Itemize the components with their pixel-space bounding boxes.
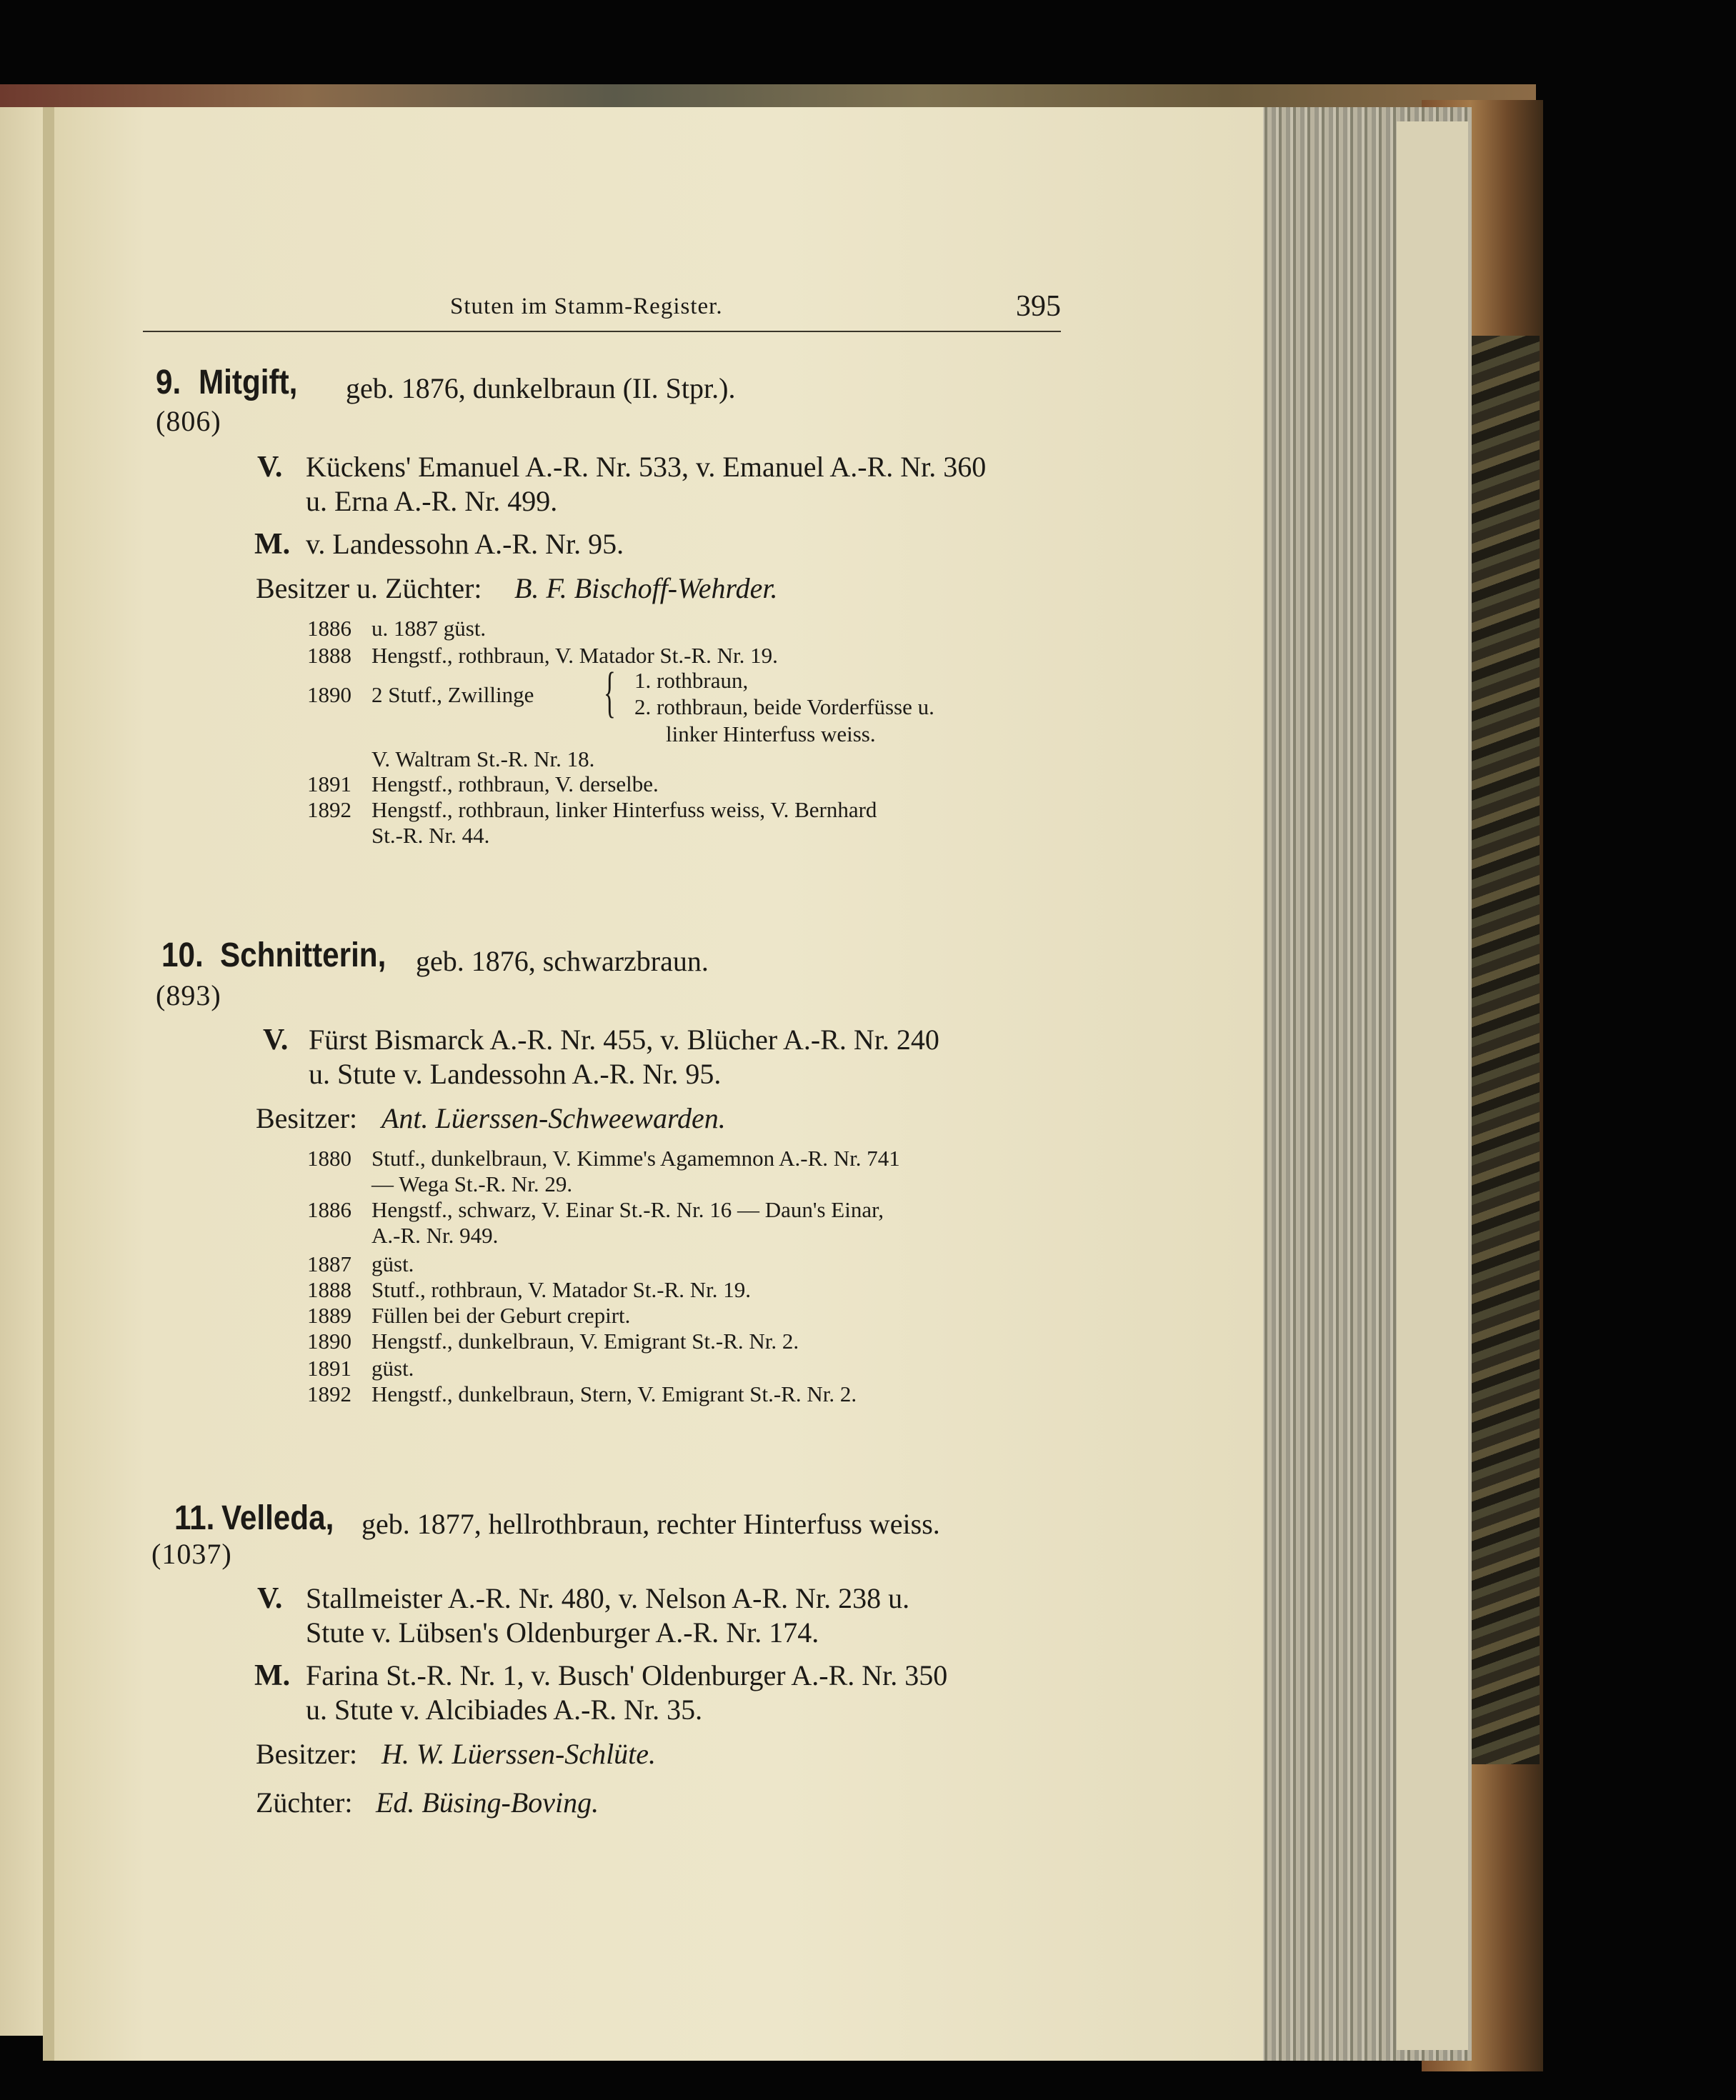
year-text: güst. bbox=[371, 1356, 414, 1381]
year: 1890 bbox=[307, 1329, 351, 1354]
brace-icon: { bbox=[604, 661, 616, 723]
twin-line: 1. rothbraun, bbox=[634, 668, 749, 693]
year: 1887 bbox=[307, 1251, 351, 1276]
dam-label: M. bbox=[254, 528, 291, 561]
year-text: St.-R. Nr. 44. bbox=[371, 823, 490, 848]
running-header bbox=[143, 289, 1061, 324]
entry-details: geb. 1876, schwarzbraun. bbox=[416, 945, 709, 977]
year-text: 2 Stutf., Zwillinge bbox=[371, 682, 534, 707]
year-text: u. 1887 güst. bbox=[371, 616, 487, 641]
breeder-label: Züchter: bbox=[256, 1786, 353, 1819]
year-text: Hengstf., dunkelbraun, Stern, V. Emigrant St.-R. Nr. 2. bbox=[371, 1381, 857, 1406]
page-number: 395 bbox=[1016, 290, 1061, 323]
sire-line: Stallmeister A.-R. Nr. 480, v. Nelson A-R. Nr. 238 u. bbox=[306, 1582, 910, 1614]
sire-line: u. Stute v. Landessohn A.-R. Nr. 95. bbox=[309, 1058, 722, 1090]
year-text: Stutf., rothbraun, V. Matador St.-R. Nr. 19. bbox=[371, 1277, 752, 1302]
owner-name: B. F. Bischoff-Wehrder. bbox=[514, 572, 778, 604]
sire-label: V. bbox=[263, 1024, 289, 1056]
owner-label: Besitzer u. Züchter: bbox=[256, 572, 482, 604]
entry-number: 9. bbox=[156, 364, 181, 401]
entry-register: (893) bbox=[156, 979, 221, 1011]
owner-label: Besitzer: bbox=[256, 1102, 358, 1134]
year: 1891 bbox=[307, 1356, 351, 1381]
page-gutter bbox=[43, 107, 54, 2061]
sire-line: Stute v. Lübsen's Oldenburger A.-R. Nr. 174. bbox=[306, 1616, 819, 1649]
dam-label: M. bbox=[254, 1659, 291, 1692]
marbled-cover bbox=[1472, 336, 1540, 1764]
twin-line: 2. rothbraun, beide Vorderfüsse u. bbox=[634, 694, 934, 719]
entry-register: (806) bbox=[156, 405, 221, 437]
year-text: Hengstf., schwarz, V. Einar St.-R. Nr. 16 — Daun's Einar, bbox=[371, 1197, 884, 1222]
year-text: Stutf., dunkelbraun, V. Kimme's Agamemnon A.-R. Nr. 741 bbox=[371, 1146, 900, 1171]
sire-line: Fürst Bismarck A.-R. Nr. 455, v. Blücher A.-R. Nr. 240 bbox=[309, 1024, 939, 1056]
sire-label: V. bbox=[257, 1582, 283, 1615]
dam-line: Farina St.-R. Nr. 1, v. Busch' Oldenburger A.-R. Nr. 350 bbox=[306, 1659, 948, 1691]
year-text: Hengstf., rothbraun, V. derselbe. bbox=[371, 771, 659, 796]
year-text: güst. bbox=[371, 1251, 414, 1276]
year: 1891 bbox=[307, 771, 351, 796]
owner-name: Ant. Lüerssen-Schweewarden. bbox=[381, 1102, 726, 1134]
entry-number: 11. bbox=[174, 1499, 215, 1537]
entry-name: Mitgift, bbox=[199, 364, 298, 401]
owner-label: Besitzer: bbox=[256, 1738, 358, 1770]
year-text: V. Waltram St.-R. Nr. 18. bbox=[371, 746, 595, 771]
year-text: Hengstf., rothbraun, linker Hinterfuss weiss, V. Bernhard bbox=[371, 797, 877, 822]
year-text: Füllen bei der Geburt crepirt. bbox=[371, 1303, 631, 1328]
entry-details: geb. 1877, hellrothbraun, rechter Hinterfuss weiss. bbox=[361, 1508, 940, 1540]
year: 1888 bbox=[307, 643, 351, 668]
sire-label: V. bbox=[257, 451, 283, 484]
entry-name: Velleda, bbox=[221, 1499, 334, 1537]
page-stack-edge-inner bbox=[1397, 121, 1468, 2050]
year: 1880 bbox=[307, 1146, 351, 1171]
year: 1886 bbox=[307, 1197, 351, 1222]
twin-line: linker Hinterfuss weiss. bbox=[666, 721, 876, 746]
header-title: Stuten im Stamm-Register. bbox=[450, 294, 723, 319]
year-text: A.-R. Nr. 949. bbox=[371, 1223, 499, 1248]
header-rule bbox=[143, 331, 1061, 332]
sire-line: Kückens' Emanuel A.-R. Nr. 533, v. Emanuel A.-R. Nr. 360 bbox=[306, 451, 987, 483]
year: 1889 bbox=[307, 1303, 351, 1328]
year-text: Hengstf., dunkelbraun, V. Emigrant St.-R. Nr. 2. bbox=[371, 1329, 799, 1354]
dam-line: v. Landessohn A.-R. Nr. 95. bbox=[306, 528, 624, 560]
year: 1888 bbox=[307, 1277, 351, 1302]
dam-line: u. Stute v. Alcibiades A.-R. Nr. 35. bbox=[306, 1694, 703, 1726]
entry-number: 10. bbox=[161, 936, 204, 974]
year-text: — Wega St.-R. Nr. 29. bbox=[371, 1171, 573, 1196]
entry-details: geb. 1876, dunkelbraun (II. Stpr.). bbox=[346, 372, 736, 404]
entry-register: (1037) bbox=[151, 1538, 232, 1570]
year: 1886 bbox=[307, 616, 351, 641]
breeder-name: Ed. Büsing-Boving. bbox=[376, 1786, 599, 1819]
owner-name: H. W. Lüerssen-Schlüte. bbox=[381, 1738, 657, 1770]
sire-line: u. Erna A.-R. Nr. 499. bbox=[306, 485, 558, 517]
year: 1892 bbox=[307, 797, 351, 822]
year: 1890 bbox=[307, 682, 351, 707]
entry-name: Schnitterin, bbox=[220, 936, 386, 974]
year-text: Hengstf., rothbraun, V. Matador St.-R. Nr. 19. bbox=[371, 643, 778, 668]
year: 1892 bbox=[307, 1381, 351, 1406]
